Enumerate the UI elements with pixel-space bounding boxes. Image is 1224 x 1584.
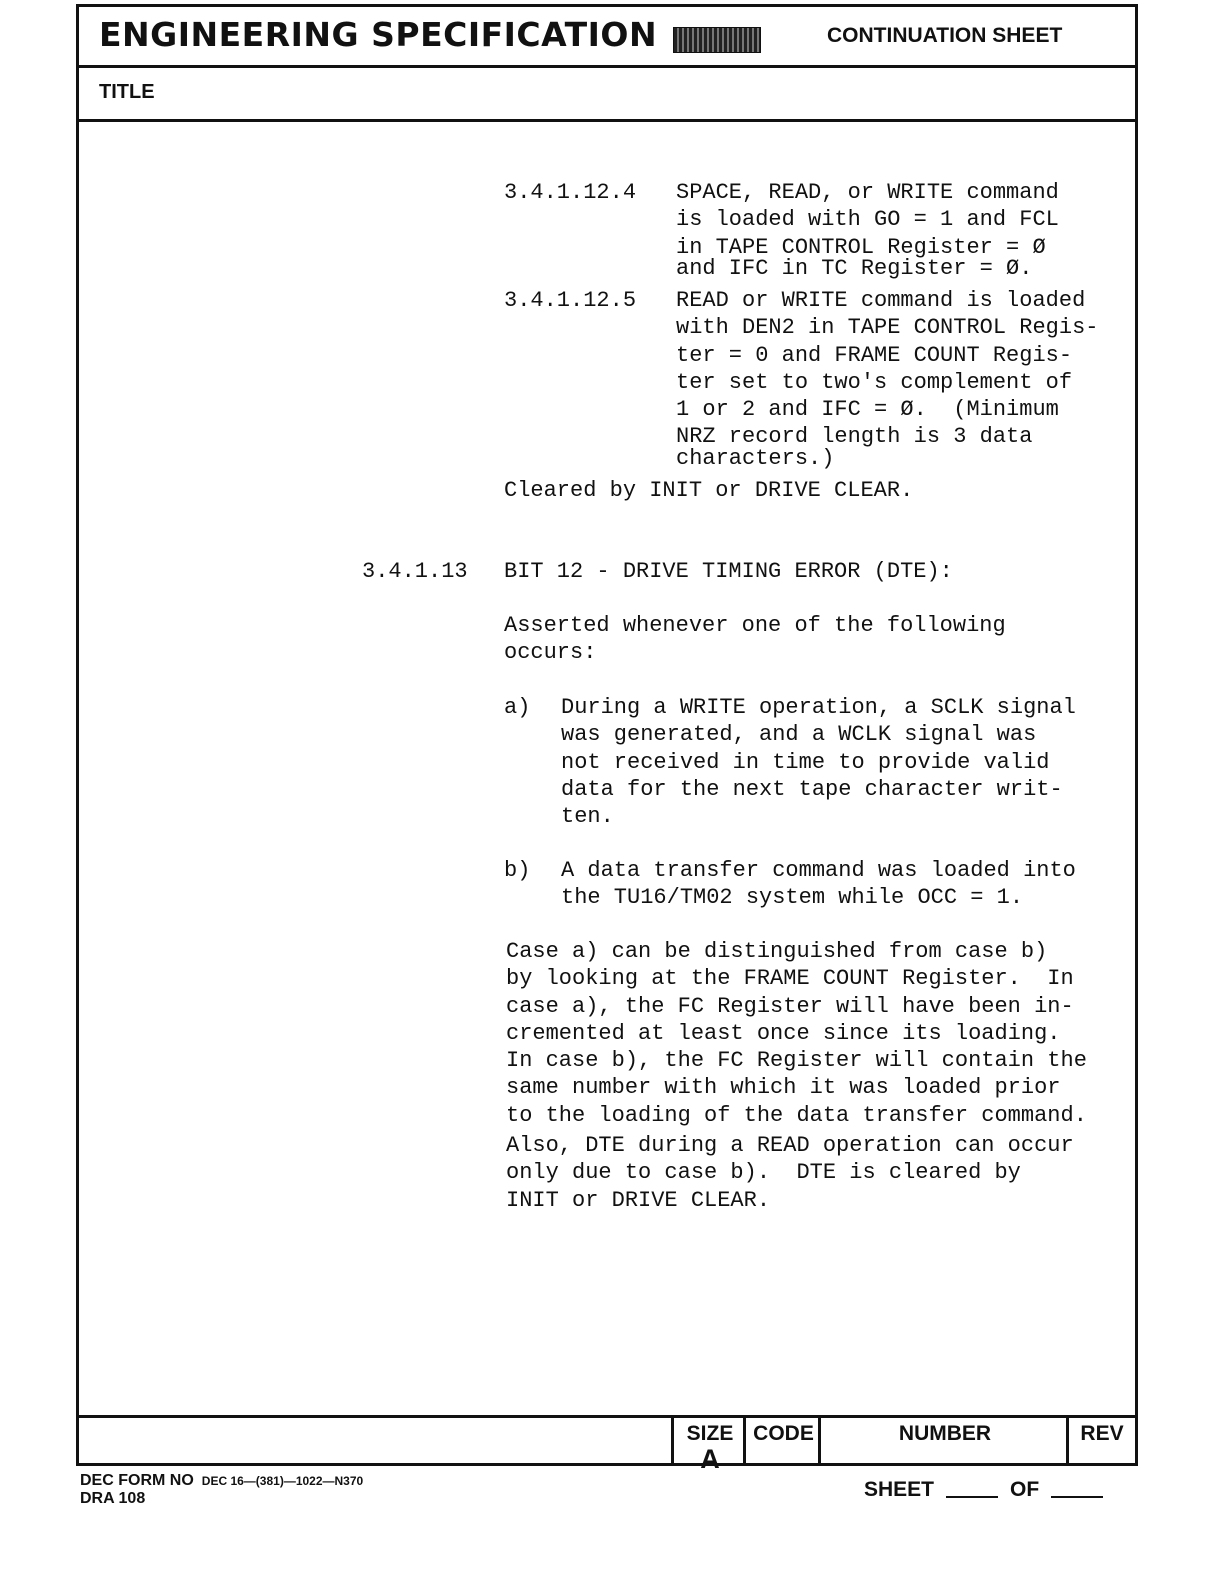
section-intro: Asserted whenever one of the following occurs: [504, 613, 1006, 666]
cleared-note: Cleared by INIT or DRIVE CLEAR. [504, 478, 914, 503]
number-label: NUMBER [898, 1422, 992, 1445]
rev-cell [1066, 1418, 1135, 1463]
code-label: CODE [753, 1422, 814, 1445]
sheet-of [864, 1478, 1115, 1502]
form-number [80, 1472, 363, 1508]
sheet-blank [946, 1496, 998, 1498]
form-no-value: DEC 16—(381)—1022—N370 [201, 1474, 364, 1488]
case-a-label: a) [504, 695, 531, 720]
title-label: TITLE [99, 81, 155, 103]
form-title: ENGINEERING SPECIFICATION [99, 15, 658, 54]
sheet-label: SHEET [864, 1478, 935, 1501]
form-no-label: DEC FORM NO [80, 1472, 194, 1489]
of-blank [1051, 1496, 1103, 1498]
size-label: SIZE [686, 1422, 734, 1445]
of-label: OF [1010, 1478, 1040, 1501]
form-header [79, 7, 1135, 68]
footer-block [79, 1415, 1135, 1474]
title-row [79, 65, 1135, 122]
item-text: READ or WRITE command is loaded with DEN2 in TAPE CONTROL Regis- ter = 0 and FRAME COUNT Regis- ter set to two's complement of 1 or 2 and IFC = Ø. (Minimum NRZ record length is 3 data characters.) [676, 288, 1099, 471]
section-heading: BIT 12 - DRIVE TIMING ERROR (DTE): [504, 559, 953, 584]
number-cell [818, 1418, 1069, 1463]
item-number: 3.4.1.12.4 [504, 180, 637, 205]
case-b-text: A data transfer command was loaded into the TU16/TM02 system while OCC = 1. [561, 858, 1076, 911]
item-text: SPACE, READ, or WRITE command is loaded with GO = 1 and FCL in TAPE CONTROL Register = Ø and IFC in TC Register = Ø. [676, 180, 1059, 281]
dec-logo [673, 27, 761, 53]
size-value: A [700, 1444, 720, 1474]
case-b-label: b) [504, 858, 531, 883]
case-a-text: During a WRITE operation, a SCLK signal was generated, and a WCLK signal was not received in time to provide valid data for the next tape character writ- ten. [561, 695, 1076, 830]
closing-paragraph: Case a) can be distinguished from case b) by looking at the FRAME COUNT Register. In case a), the FC Register will have been in- cremented at least once since its loading. In case b), the FC Register will contain the same number with which it was loaded prior to the loading of the data transfer command. Also, DTE during a READ operation can occur only due to case b). DTE is cleared by INIT or DRIVE CLEAR. [506, 939, 1087, 1213]
sheet-type: CONTINUATION SHEET [827, 24, 1063, 47]
rev-label: REV [1080, 1422, 1124, 1445]
item-number: 3.4.1.12.5 [504, 288, 637, 313]
size-cell [671, 1418, 746, 1474]
dra-number: DRA 108 [80, 1490, 146, 1507]
section-number: 3.4.1.13 [362, 559, 468, 584]
code-cell [743, 1418, 821, 1463]
